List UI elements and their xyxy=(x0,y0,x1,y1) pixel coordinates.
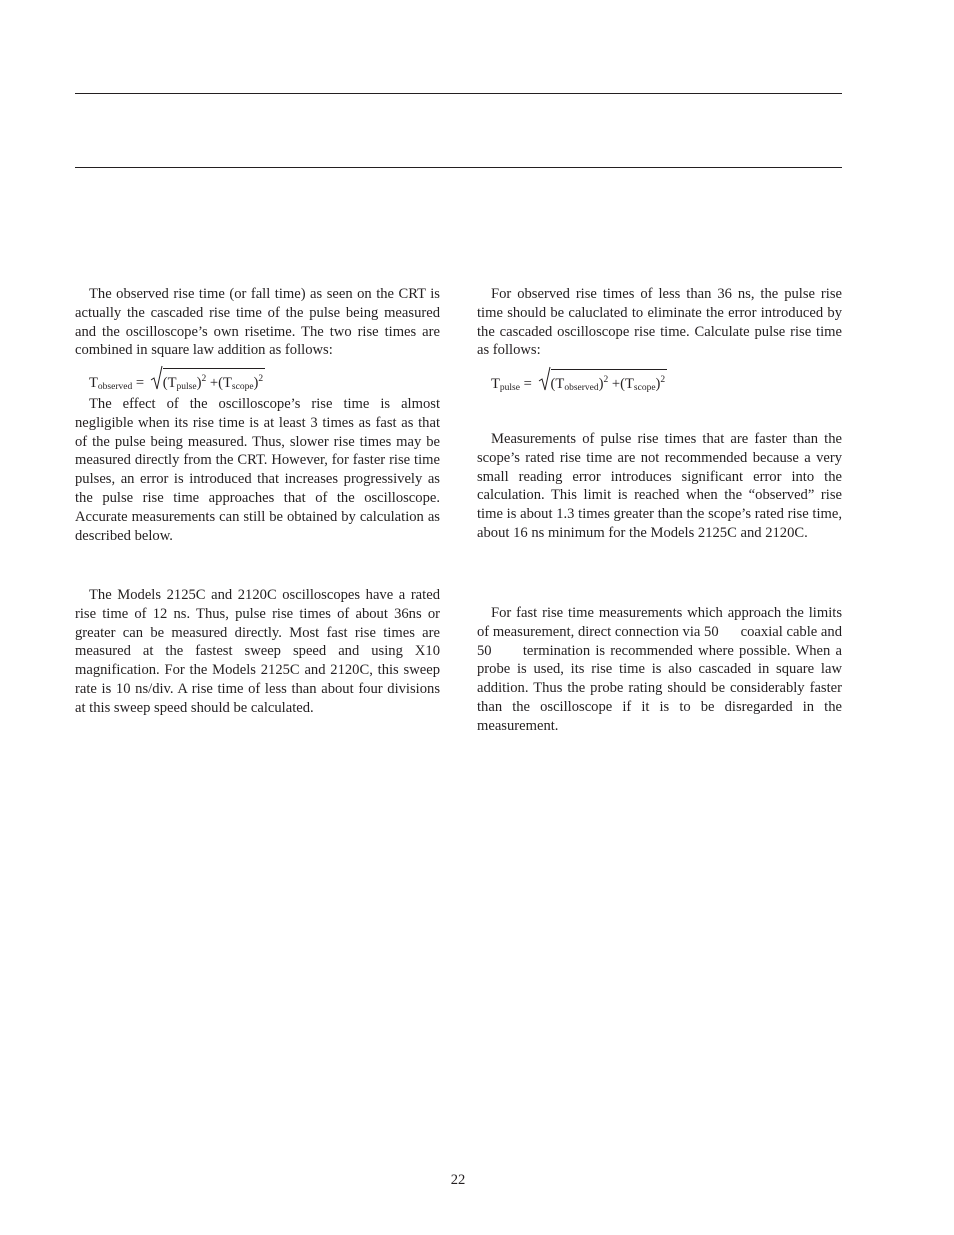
left-column-middle xyxy=(75,395,440,545)
right-column-middle xyxy=(477,430,842,543)
formula-equals: = xyxy=(135,375,145,391)
formula-lhs: $T_{pulse}$ xyxy=(491,376,520,393)
formula-equals: = xyxy=(523,376,532,392)
formula-lhs: $T_{observed}$ xyxy=(89,375,133,392)
observed-rise-time-formula xyxy=(89,368,265,396)
left-paragraph-3: The Models 2125C and 2120C oscilloscopes have a rated rise time of 12 ns. Thus, pulse rise times of about 36ns or greater can be measured directly. Most fast rise times are measured at the fastest sweep speed and using X10 magnification. For the Models 2125C and 2120C, this sweep rate is 10 ns/div. A rise time of less than about four divisions at this sweep speed should be calculated. xyxy=(75,587,440,716)
right-column-upper xyxy=(477,285,842,360)
left-column-upper xyxy=(75,285,440,360)
square-root-symbol: $(T_{pulse})^2 +(T_{scope})^2$ xyxy=(150,368,265,396)
square-root-symbol: $(T_{observed})^2 +(T_{scope})^2$ xyxy=(538,369,668,397)
left-column-lower xyxy=(75,586,440,718)
right-column-lower xyxy=(477,604,846,736)
right-paragraph-2: Measurements of pulse rise times that are faster than the scope’s rated rise time are not recommended because a very small reading error introduces significant error into the calculation. This limit is reached when the “observed” rise time is about 1.3 times greater than the scope’s rated rise time, about 16 ns minimum for the Models 2125C and 2120C. xyxy=(477,431,842,541)
radical-sign-icon xyxy=(150,365,163,391)
pulse-rise-time-formula xyxy=(491,369,667,397)
right-paragraph-1: For observed rise times of less than 36 ns, the pulse rise time should be caluclated to eliminate the error introduced by the cascaded oscilloscope rise time. Calculate pulse rise time as follows: xyxy=(477,286,842,359)
left-paragraph-1: The observed rise time (or fall time) as seen on the CRT is actually the cascaded rise time of the pulse being measured and the oscilloscope’s own risetime. The two rise times are combined in square law addition as follows: xyxy=(75,286,440,359)
page-number: 22 xyxy=(450,1172,466,1188)
header-rule-top xyxy=(75,93,842,94)
left-paragraph-2: The effect of the oscilloscope’s rise time is almost negligible when its rise time is at least 3 times as fast as that of the pulse being measured. Thus, slower rise times may be measured directly from the CRT. However, for faster rise time pulses, an error is introduced that increases progressively as the pulse rise time approaches that of the oscilloscope. Accurate measurements can still be obtained by calculation as described below. xyxy=(75,396,440,544)
radical-sign-icon xyxy=(538,366,551,392)
right-paragraph-3: For fast rise time measurements which approach the limits of measurement, direct connection via 50 coaxial cable and 50 termination is recommended where possible. When a probe is used, its rise time is also cascaded in square law addition. Thus the probe rating should be considerably faster than the oscilloscope if it is to be disregarded in the measurement. xyxy=(477,605,846,734)
header-rule-bottom xyxy=(75,167,842,168)
